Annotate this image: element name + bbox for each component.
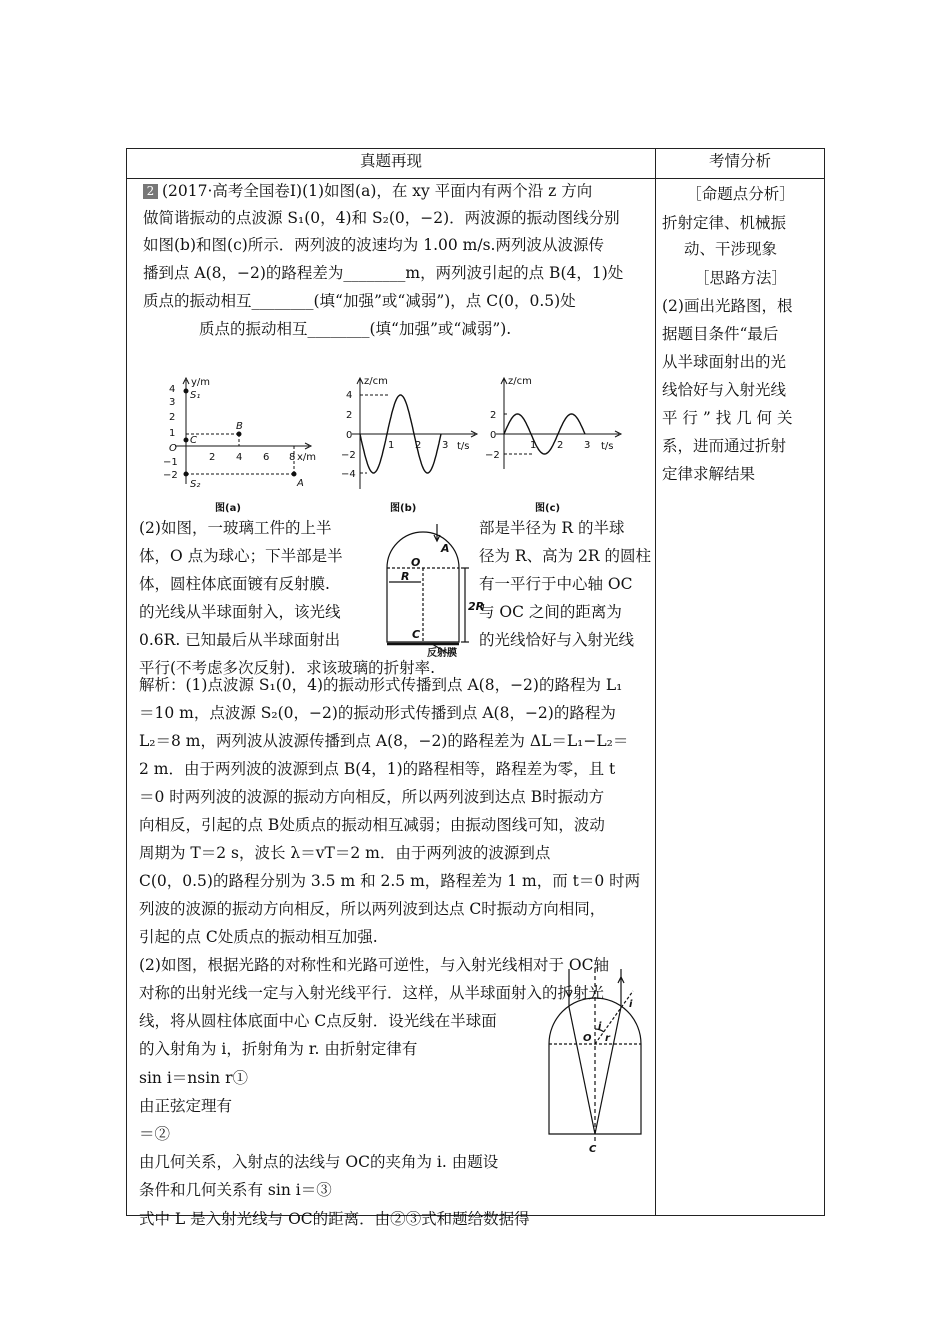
- solution-line: 周期为 T＝2 s，波长 λ＝vT＝2 m．由于两列波的波源到点: [139, 844, 551, 862]
- left-cell: [127, 179, 656, 1228]
- part2-right-line: 部是半径为 R 的半球: [479, 519, 625, 537]
- solution-line: 对称的出射光线一定与入射光线平行．这样，从半球面射入的折射光: [139, 984, 605, 1002]
- analysis-line: 据题目条件“最后: [662, 325, 779, 343]
- fig-a-s2-label: S₂: [190, 479, 201, 490]
- solution-line: L₂＝8 m，两列波从波源传播到点 A(8，−2)的路程差为 ΔL＝L₁−L₂＝: [139, 732, 629, 750]
- analysis-line: 动、干涉现象: [684, 240, 778, 258]
- solution-line: 式中 L 是入射光线与 OC的距离．由②③式和题给数据得: [139, 1210, 530, 1228]
- analysis-line: 系，进而通过折射: [662, 437, 787, 455]
- part2-left-line: 体，圆柱体底面镀有反射膜.: [139, 575, 330, 593]
- solution-line: 由几何关系，入射点的法线与 OC的夹角为 i. 由题设: [139, 1153, 499, 1171]
- fig-c-xtick: 3: [584, 440, 591, 451]
- fig-c-y-axis-label: z/cm: [508, 376, 532, 387]
- solution-line: (2)如图，根据光路的对称性和光路可逆性，与入射光线相对于 OC轴: [139, 956, 609, 974]
- fig-a-ytick: 3: [169, 397, 176, 408]
- fig-b-xtick: 2: [415, 440, 422, 451]
- fig-c-ytick: −2: [485, 450, 500, 461]
- analysis-line: 线恰好与入射光线: [662, 381, 787, 399]
- right-cell: [656, 179, 825, 1216]
- part2-left-line: 0.6R. 已知最后从半球面射出: [139, 631, 341, 649]
- part2-left-line: 平行(不考虑多次反射)．求该玻璃的折射率.: [139, 659, 436, 677]
- solution-line: 的入射角为 i，折射角为 r. 由折射定律有: [139, 1040, 418, 1058]
- ray-i-outer-label: i: [629, 999, 633, 1010]
- glass-workpiece-figure: [377, 522, 485, 659]
- fig-a-ytick: 4: [169, 384, 176, 395]
- fig-c-xtick: 1: [530, 440, 537, 451]
- fig-a-xtick: 6: [263, 452, 270, 463]
- part2-right-line: 的光线恰好与入射光线: [479, 631, 635, 649]
- light-path-figure: [543, 969, 653, 1154]
- part2-left-line: 体，O 点为球心；下半部是半: [139, 547, 343, 565]
- solution-line: 线，将从圆柱体底面中心 C点反射．设光线在半球面: [139, 1012, 497, 1030]
- fig-a-ytick: 2: [169, 412, 176, 423]
- analysis-line: 定律求解结果: [662, 465, 756, 483]
- question-line-2: 做简谐振动的点波源 S₁(0，4)和 S₂(0，−2)．两波源的振动图线分别: [143, 209, 620, 227]
- fig-a-xtick: 4: [236, 452, 243, 463]
- solution-line: 列波的波源的振动方向相反，所以两列波到达点 C时振动方向相同，: [139, 900, 606, 918]
- fig-a-ytick: 1: [169, 428, 176, 439]
- fig-b-ytick: −4: [341, 469, 356, 480]
- header-right: 考情分析: [656, 149, 825, 179]
- fig-b-ytick: 2: [346, 410, 353, 421]
- fig-a-origin: O: [169, 443, 177, 454]
- document-table: [126, 148, 825, 1228]
- analysis-line: 从半球面射出的光: [662, 353, 787, 371]
- question-line-6: 质点的振动相互________(填“加强”或“减弱”).: [199, 320, 512, 338]
- figure-b: [352, 378, 477, 489]
- question-line-4: 播到点 A(8，−2)的路程差为________m，两列波引起的点 B(4，1)处: [143, 264, 624, 282]
- fig-a-y-axis-label: y/m: [191, 377, 211, 388]
- solution-line: 2 m．由于两列波的波源到点 B(4，1)的路程相等，路程差为零，且 t: [139, 760, 616, 778]
- solution-line: C(0，0.5)的路程分别为 3.5 m 和 2.5 m，路程差为 1 m，而 t＝0 时两: [139, 872, 641, 890]
- fig-a-caption: 图(a): [215, 503, 241, 514]
- solution-line: ＝0 时两列波的波源的振动方向相反，所以两列波到达点 B时振动方: [139, 788, 605, 806]
- ray-i-label: i: [598, 1021, 602, 1032]
- fig-a-ytick: −2: [163, 470, 178, 481]
- fig-c-xtick: 2: [557, 440, 564, 451]
- solution-line: ＝10 m，点波源 S₂(0，−2)的振动形式传播到点 A(8，−2)的路程为: [139, 704, 616, 722]
- ray-c-label: C: [589, 1144, 597, 1155]
- part2-left-line: 的光线从半球面射入，该光线: [139, 603, 341, 621]
- question-number-badge: 2: [143, 184, 158, 199]
- solution-line: 向相反，引起的点 B处质点的振动相互减弱；由振动图线可知，波动: [139, 816, 605, 834]
- fig-a-a-label: A: [297, 478, 304, 489]
- figure-c: [496, 378, 621, 469]
- analysis-line: 平 行 ” 找 几 何 关: [662, 409, 793, 427]
- analysis-line: ［思路方法］: [693, 269, 787, 287]
- fig-b-ytick: 4: [346, 390, 353, 401]
- solution-line: 解析：(1)点波源 S₁(0，4)的振动形式传播到点 A(8，−2)的路程为 L₁: [139, 676, 623, 694]
- fig-a-ytick: −1: [163, 457, 178, 468]
- part2-right-line: 有一平行于中心轴 OC: [479, 575, 633, 593]
- fig-b-y-axis-label: z/cm: [364, 376, 388, 387]
- fig-c-caption: 图(c): [535, 503, 561, 514]
- fig-a-xtick: 8: [289, 452, 296, 463]
- fig-b-caption: 图(b): [390, 503, 417, 514]
- fig-b-xtick: 1: [388, 440, 395, 451]
- fig-a-x-axis-label: x/m: [297, 452, 317, 463]
- analysis-line: ［命题点分析］: [686, 185, 795, 203]
- solution-line: ＝②: [139, 1125, 171, 1143]
- solution-line: 引起的点 C处质点的振动相互加强.: [139, 928, 378, 946]
- glass-r-label: R: [401, 570, 410, 583]
- fig-a-s1-label: S₁: [190, 390, 201, 401]
- header-left: 真题再现: [127, 149, 656, 179]
- fig-b-xtick: 3: [442, 440, 449, 451]
- wave-figures: [157, 374, 637, 519]
- question-line-5: 质点的振动相互________(填“加强”或“减弱”)，点 C(0，0.5)处: [143, 292, 576, 310]
- ray-r-label: r: [605, 1033, 610, 1044]
- glass-o-label: O: [411, 556, 421, 569]
- fig-c-ytick: 2: [490, 410, 497, 421]
- fig-a-xtick: 2: [209, 452, 216, 463]
- fig-b-ytick: −2: [341, 450, 356, 461]
- analysis-line: (2)画出光路图，根: [662, 297, 793, 315]
- reflective-film-label: 反射膜: [427, 648, 457, 659]
- glass-2r-label: 2R: [468, 600, 485, 613]
- fig-c-x-axis-label: t/s: [601, 441, 614, 452]
- question-line-1: 2 (2017·高考全国卷Ⅰ)(1)如图(a)，在 xy 平面内有两个沿 z 方向: [143, 181, 592, 201]
- fig-a-c-label: C: [190, 435, 197, 446]
- solution-line: 由正弦定理有: [139, 1097, 233, 1115]
- fig-c-ytick: 0: [490, 430, 497, 441]
- glass-c-label: C: [412, 628, 421, 641]
- fig-b-x-axis-label: t/s: [457, 441, 470, 452]
- part2-right-line: 径为 R、高为 2R 的圆柱: [479, 547, 651, 565]
- fig-a-b-label: B: [236, 421, 243, 432]
- fig-b-ytick: 0: [346, 430, 353, 441]
- part2-left-line: (2)如图，一玻璃工件的上半: [139, 519, 332, 537]
- ray-o-label: O: [583, 1033, 592, 1044]
- part2-right-line: 与 OC 之间的距离为: [479, 603, 622, 621]
- solution-line: 条件和几何关系有 sin i＝③: [139, 1181, 332, 1199]
- analysis-line: 折射定律、机械振: [662, 214, 787, 232]
- glass-a-label: A: [441, 542, 450, 555]
- question-line-3: 如图(b)和图(c)所示．两列波的波速均为 1.00 m/s.两列波从波源传: [143, 236, 604, 254]
- solution-line: sin i＝nsin r①: [139, 1069, 248, 1087]
